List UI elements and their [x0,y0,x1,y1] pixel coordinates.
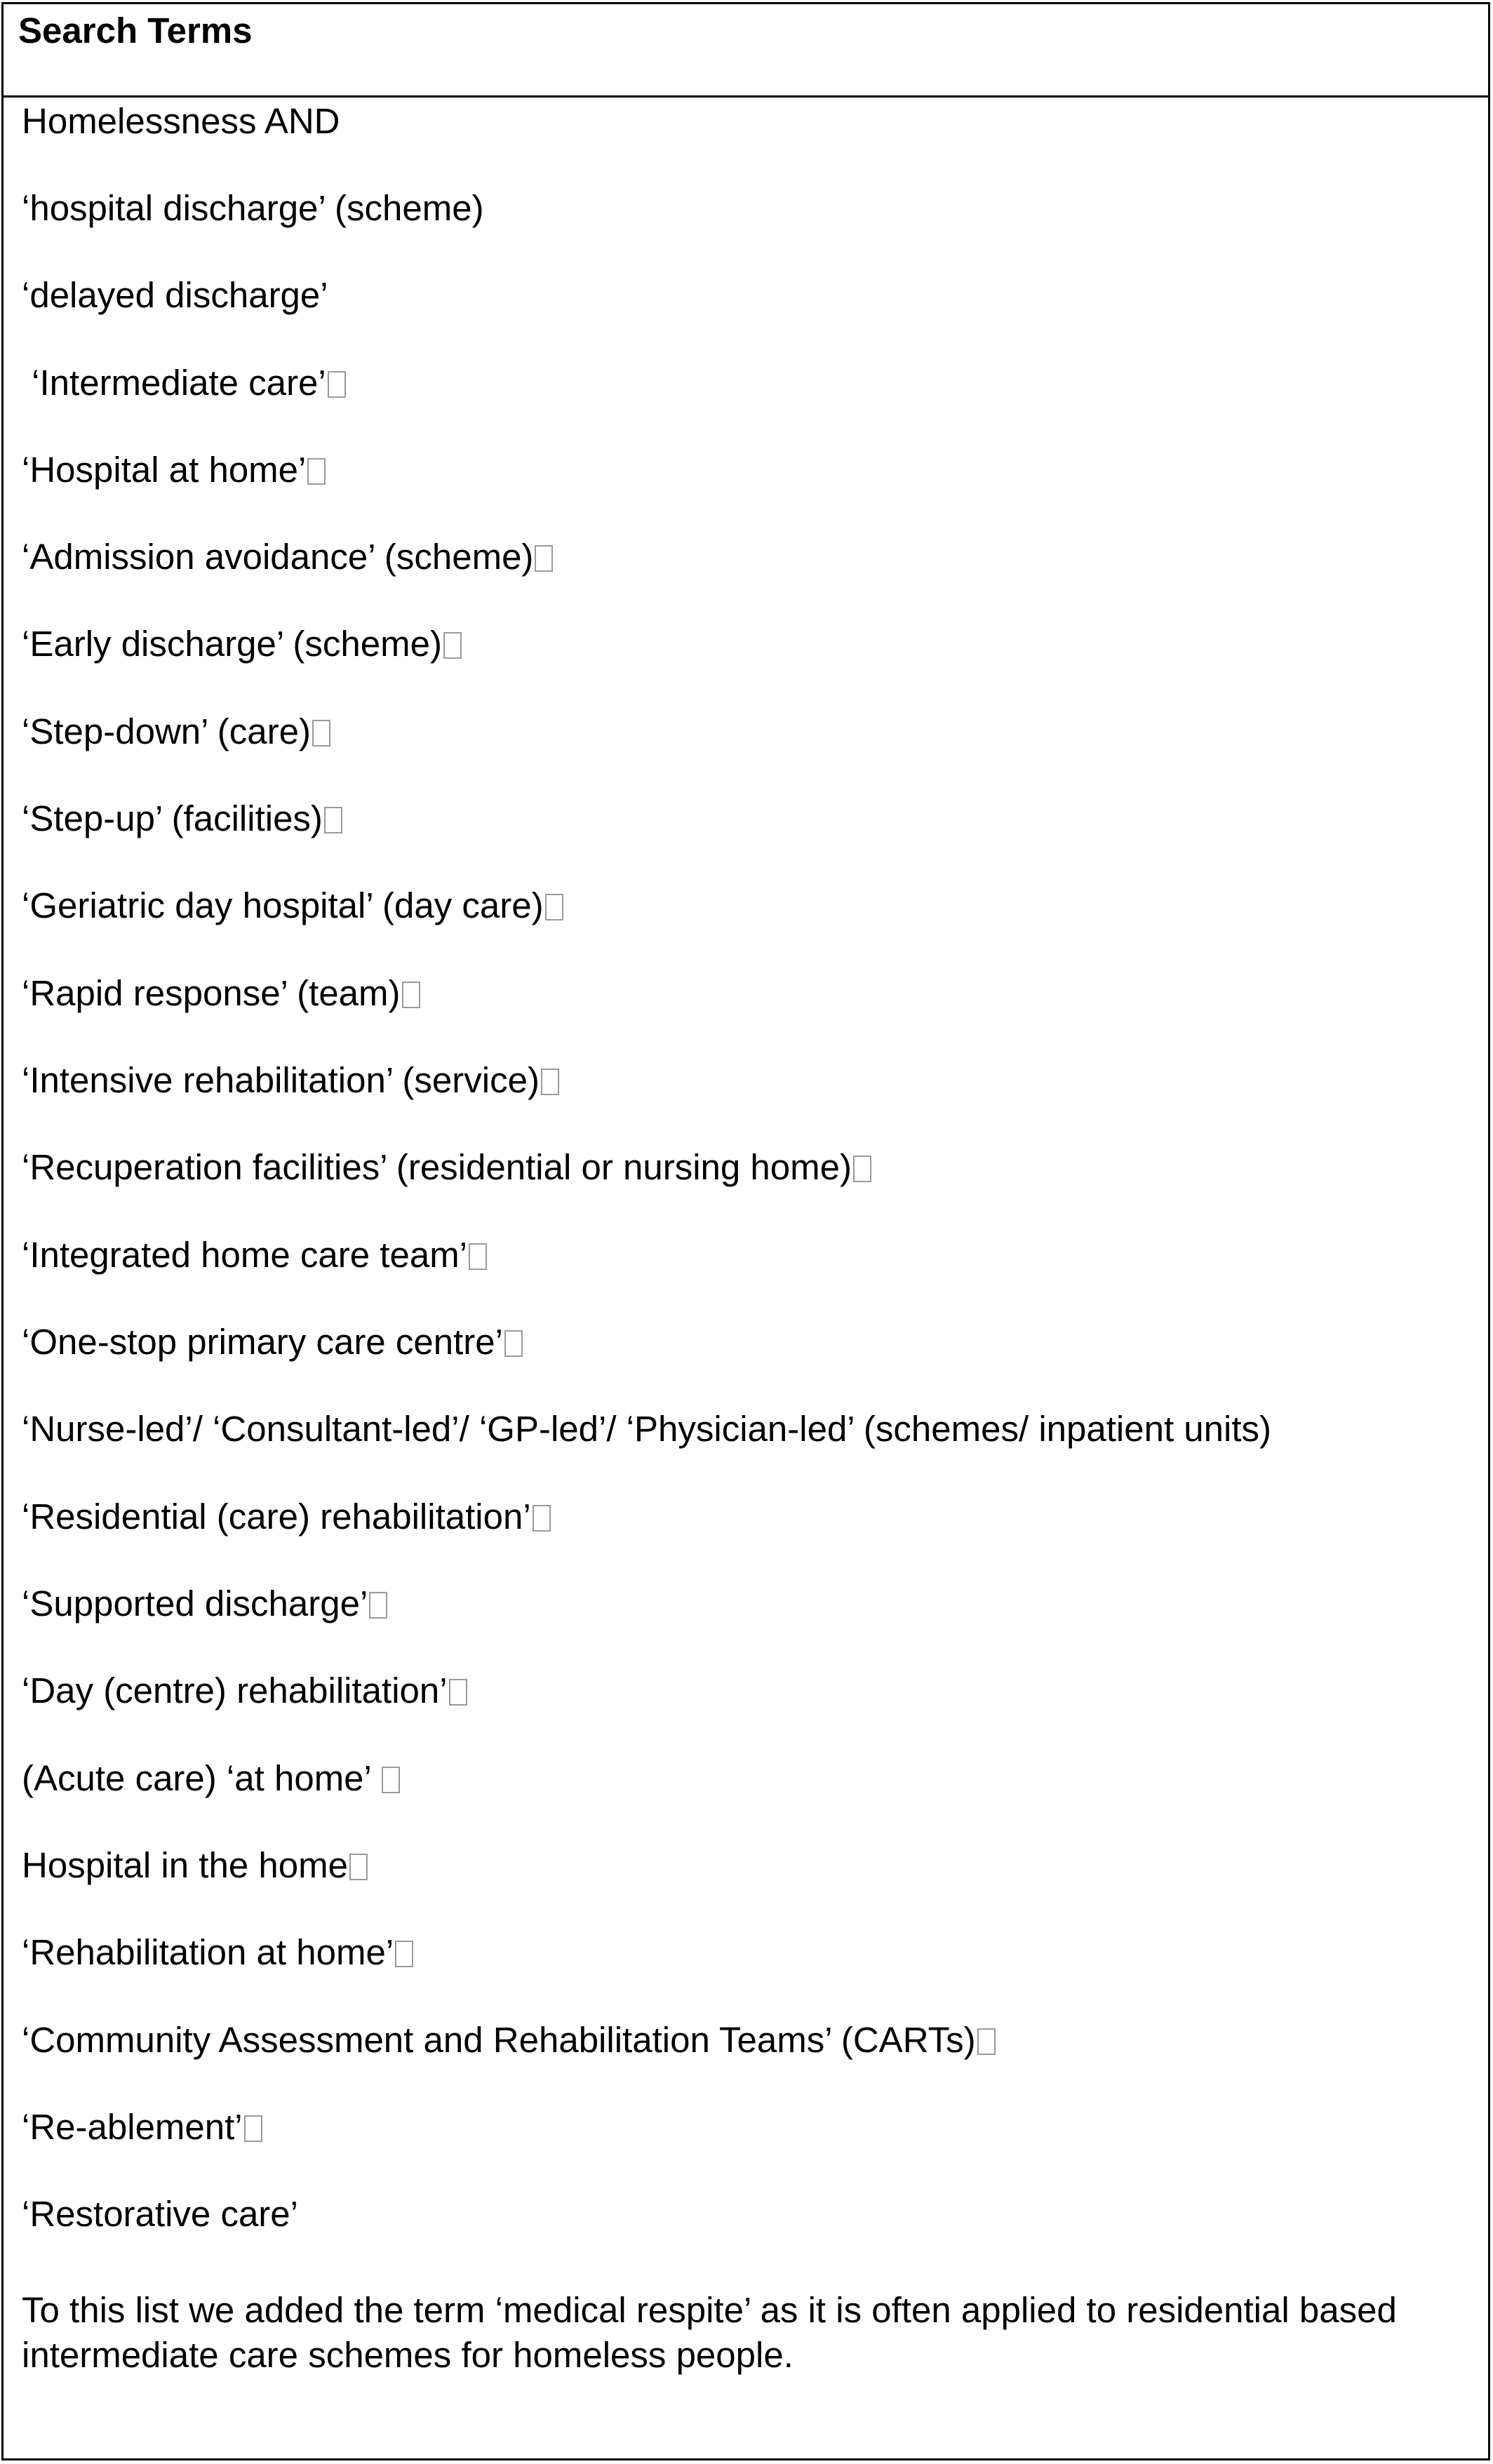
term-recuperation-facilities [22,1146,871,1189]
table-header-title: Search Terms [18,11,253,51]
term-hospital-in-the-home [22,1844,368,1887]
term-acute-care-at-home [22,1757,400,1800]
missing-glyph-box-icon [545,894,563,920]
term-text: Hospital in the home [22,1845,348,1885]
term-text: ‘Intensive rehabilitation’ (service) [22,1060,540,1100]
term-hospital-discharge [22,187,484,229]
table-body-cell [4,98,1488,2458]
term-text: ‘Re-ablement’ [22,2107,243,2147]
term-text: ‘Restorative care’ [22,2194,298,2234]
term-text: ‘Day (centre) rehabilitation’ [22,1670,448,1710]
term-text: ‘Early discharge’ (scheme) [22,624,442,664]
missing-glyph-box-icon [382,1767,400,1793]
term-admission-avoidance [22,536,553,578]
term-text: ‘Residential (care) rehabilitation’ [22,1497,531,1536]
missing-glyph-box-icon [533,1505,551,1532]
search-terms-table [1,2,1490,2460]
term-text: ‘Nurse-led’/ ‘Consultant-led’/ ‘GP-led’/ ‘Physician-led’ (schemes/ inpatient units) [22,1409,1272,1449]
term-early-discharge [22,623,462,665]
term-one-stop-primary-care-centre [22,1321,523,1363]
missing-glyph-box-icon [853,1156,871,1182]
missing-glyph-box-icon [402,982,420,1008]
term-nurse-led-consultant-led [22,1408,1271,1450]
missing-glyph-box-icon [977,2028,996,2055]
term-text: (Acute care) ‘at home’ [22,1758,381,1798]
term-restorative-care [22,2193,298,2235]
term-text: ‘Step-up’ (facilities) [22,798,323,838]
term-residential-rehabilitation [22,1496,551,1538]
missing-glyph-box-icon [244,2115,262,2142]
missing-glyph-box-icon [504,1330,523,1357]
term-day-centre-rehabilitation [22,1670,467,1712]
missing-glyph-box-icon [312,720,330,746]
term-text: ‘Step-down’ (care) [22,711,311,751]
missing-glyph-box-icon [449,1679,467,1706]
term-geriatric-day-hospital [22,885,563,927]
closing-note: To this list we added the term ‘medical respite’ as it is often applied to residential based intermediate care schemes for homeless people. [22,2290,1397,2375]
term-re-ablement [22,2106,262,2148]
term-step-up [22,798,342,840]
table-header-cell [4,4,1488,98]
term-text: ‘Community Assessment and Rehabilitation Teams’ (CARTs) [22,2020,976,2060]
term-homelessness [22,100,340,142]
term-rehabilitation-at-home [22,1931,413,1974]
term-text: ‘Integrated home care team’ [22,1235,468,1275]
missing-glyph-box-icon [307,458,326,485]
term-text: ‘Intermediate care’ [22,363,326,403]
term-text: ‘Geriatric day hospital’ (day care) [22,885,544,925]
missing-glyph-box-icon [395,1941,413,1967]
term-text: ‘Supported discharge’ [22,1583,368,1623]
term-text: ‘Rapid response’ (team) [22,973,401,1013]
term-text: ‘delayed discharge’ [22,275,328,315]
term-text: ‘One-stop primary care centre’ [22,1322,503,1362]
term-text: ‘Rehabilitation at home’ [22,1932,394,1972]
missing-glyph-box-icon [469,1243,487,1270]
missing-glyph-box-icon [369,1592,387,1619]
missing-glyph-box-icon [328,371,346,398]
term-text: Homelessness AND [22,101,340,141]
term-supported-discharge [22,1583,387,1625]
term-intermediate-care [22,362,346,404]
term-text: ‘Admission avoidance’ (scheme) [22,537,534,577]
term-rapid-response [22,972,420,1015]
term-intensive-rehabilitation [22,1059,559,1102]
missing-glyph-box-icon [443,632,462,659]
missing-glyph-box-icon [324,807,342,833]
term-hospital-at-home [22,449,326,491]
term-delayed-discharge [22,274,328,316]
missing-glyph-box-icon [349,1854,368,1880]
term-text: ‘Hospital at home’ [22,450,307,490]
term-text: ‘Recuperation facilities’ (residential or nursing home) [22,1147,852,1187]
term-text: ‘hospital discharge’ (scheme) [22,188,484,228]
missing-glyph-box-icon [535,545,553,572]
term-community-assessment-rehab-teams [22,2019,996,2061]
term-step-down [22,711,330,753]
missing-glyph-box-icon [541,1069,559,1095]
term-integrated-home-care-team [22,1234,487,1276]
